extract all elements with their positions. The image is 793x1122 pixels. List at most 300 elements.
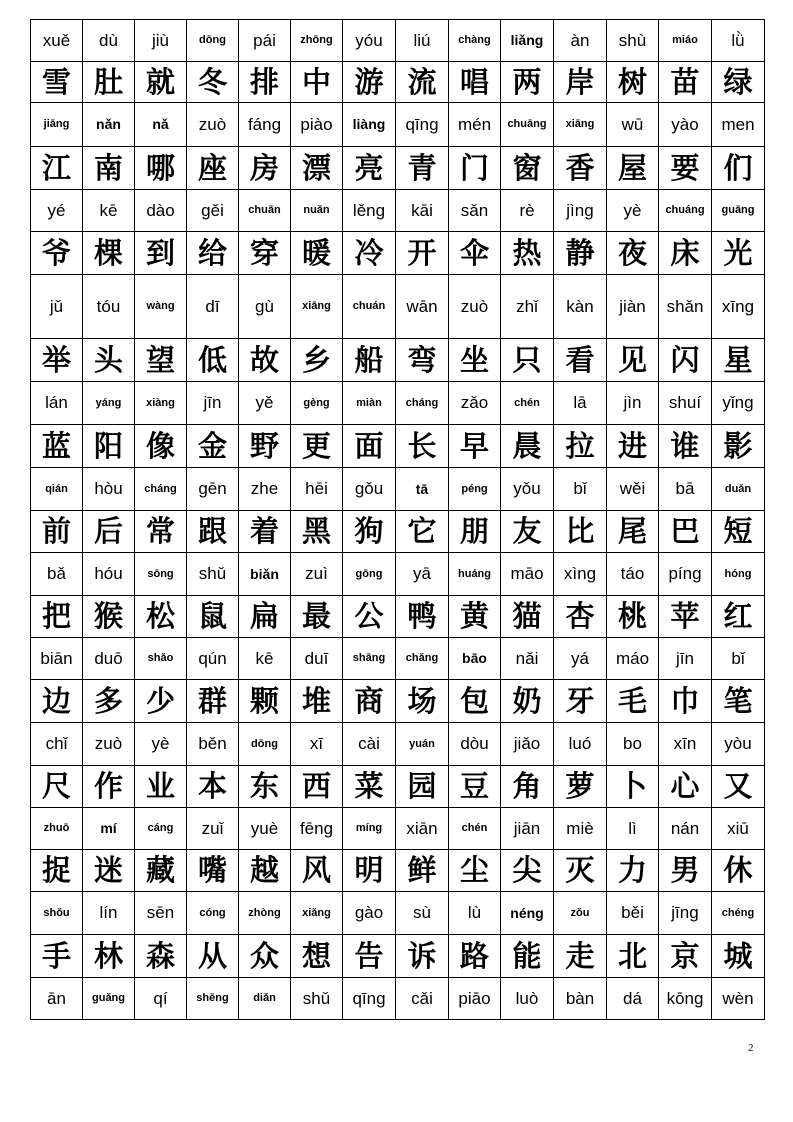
pinyin-cell: mén bbox=[449, 103, 501, 147]
pinyin-cell: liǎng bbox=[501, 20, 554, 62]
pinyin-cell: chǐ bbox=[31, 723, 83, 766]
character-cell: 又 bbox=[712, 766, 765, 808]
pinyin-cell: xiān bbox=[396, 808, 449, 850]
character-cell: 菜 bbox=[343, 766, 396, 808]
pinyin-cell: sù bbox=[396, 892, 449, 935]
pinyin-cell: fáng bbox=[239, 103, 291, 147]
pinyin-cell: lán bbox=[31, 382, 83, 425]
pinyin-cell: kē bbox=[239, 638, 291, 680]
character-cell: 森 bbox=[135, 935, 187, 978]
character-cell: 桃 bbox=[607, 596, 659, 638]
pinyin-cell: luò bbox=[501, 978, 554, 1020]
pinyin-cell: cài bbox=[343, 723, 396, 766]
character-cell: 后 bbox=[83, 511, 135, 553]
pinyin-cell: duō bbox=[83, 638, 135, 680]
character-cell: 举 bbox=[31, 339, 83, 382]
pinyin-row bbox=[31, 808, 765, 850]
character-cell: 房 bbox=[239, 147, 291, 190]
pinyin-cell: máo bbox=[607, 638, 659, 680]
pinyin-cell: bo bbox=[607, 723, 659, 766]
pinyin-cell: dá bbox=[607, 978, 659, 1020]
character-cell: 影 bbox=[712, 425, 765, 468]
character-cell: 短 bbox=[712, 511, 765, 553]
character-cell: 牙 bbox=[554, 680, 607, 723]
hanzi-row bbox=[31, 232, 765, 275]
pinyin-row bbox=[31, 553, 765, 596]
pinyin-cell: gù bbox=[239, 275, 291, 339]
pinyin-cell: wàng bbox=[135, 275, 187, 339]
pinyin-cell: táo bbox=[607, 553, 659, 596]
character-cell: 多 bbox=[83, 680, 135, 723]
character-cell: 跟 bbox=[187, 511, 239, 553]
pinyin-cell: dù bbox=[83, 20, 135, 62]
character-cell: 门 bbox=[449, 147, 501, 190]
character-cell: 冷 bbox=[343, 232, 396, 275]
character-cell: 像 bbox=[135, 425, 187, 468]
pinyin-cell: chuān bbox=[239, 190, 291, 232]
character-cell: 尺 bbox=[31, 766, 83, 808]
pinyin-cell: xiàng bbox=[135, 382, 187, 425]
pinyin-cell: yé bbox=[31, 190, 83, 232]
hanzi-row bbox=[31, 425, 765, 468]
pinyin-cell: ān bbox=[31, 978, 83, 1020]
pinyin-cell: jīn bbox=[187, 382, 239, 425]
pinyin-cell: chuán bbox=[343, 275, 396, 339]
pinyin-cell: shǒu bbox=[31, 892, 83, 935]
pinyin-cell: bāo bbox=[449, 638, 501, 680]
pinyin-cell: qīng bbox=[396, 103, 449, 147]
pinyin-cell: gěi bbox=[187, 190, 239, 232]
pinyin-cell: zuò bbox=[449, 275, 501, 339]
character-cell: 红 bbox=[712, 596, 765, 638]
character-cell: 见 bbox=[607, 339, 659, 382]
character-cell: 城 bbox=[712, 935, 765, 978]
pinyin-cell: míng bbox=[343, 808, 396, 850]
character-cell: 长 bbox=[396, 425, 449, 468]
character-cell: 树 bbox=[607, 62, 659, 103]
pinyin-cell: bǎ bbox=[31, 553, 83, 596]
pinyin-cell: sǎn bbox=[449, 190, 501, 232]
character-cell: 头 bbox=[83, 339, 135, 382]
character-cell: 灭 bbox=[554, 850, 607, 892]
character-cell: 作 bbox=[83, 766, 135, 808]
pinyin-cell: yǐng bbox=[712, 382, 765, 425]
character-cell: 看 bbox=[554, 339, 607, 382]
pinyin-cell: qí bbox=[135, 978, 187, 1020]
character-cell: 休 bbox=[712, 850, 765, 892]
character-cell: 流 bbox=[396, 62, 449, 103]
character-cell: 能 bbox=[501, 935, 554, 978]
pinyin-cell: yǒu bbox=[501, 468, 554, 511]
pinyin-cell: běi bbox=[607, 892, 659, 935]
pinyin-cell: yě bbox=[239, 382, 291, 425]
character-cell: 窗 bbox=[501, 147, 554, 190]
pinyin-cell: wū bbox=[607, 103, 659, 147]
character-cell: 卜 bbox=[607, 766, 659, 808]
character-cell: 东 bbox=[239, 766, 291, 808]
character-cell: 堆 bbox=[291, 680, 343, 723]
character-cell: 弯 bbox=[396, 339, 449, 382]
character-cell: 心 bbox=[659, 766, 712, 808]
character-cell: 苹 bbox=[659, 596, 712, 638]
pinyin-cell: jiàn bbox=[607, 275, 659, 339]
character-cell: 猫 bbox=[501, 596, 554, 638]
pinyin-cell: jiǎo bbox=[501, 723, 554, 766]
character-cell: 力 bbox=[607, 850, 659, 892]
pinyin-cell: yòu bbox=[712, 723, 765, 766]
pinyin-cell: sōng bbox=[135, 553, 187, 596]
pinyin-cell: duī bbox=[291, 638, 343, 680]
character-cell: 常 bbox=[135, 511, 187, 553]
pinyin-cell: shù bbox=[607, 20, 659, 62]
pinyin-row bbox=[31, 275, 765, 339]
pinyin-cell: gōng bbox=[343, 553, 396, 596]
pinyin-cell: jìn bbox=[607, 382, 659, 425]
pinyin-cell: kōng bbox=[659, 978, 712, 1020]
pinyin-cell: bǐ bbox=[554, 468, 607, 511]
pinyin-cell: pái bbox=[239, 20, 291, 62]
character-cell: 爷 bbox=[31, 232, 83, 275]
character-cell: 京 bbox=[659, 935, 712, 978]
character-cell: 捉 bbox=[31, 850, 83, 892]
character-cell: 鲜 bbox=[396, 850, 449, 892]
character-cell: 友 bbox=[501, 511, 554, 553]
character-cell: 给 bbox=[187, 232, 239, 275]
character-cell: 园 bbox=[396, 766, 449, 808]
pinyin-cell: lù bbox=[449, 892, 501, 935]
character-cell: 光 bbox=[712, 232, 765, 275]
pinyin-cell: zuǐ bbox=[187, 808, 239, 850]
character-cell: 毛 bbox=[607, 680, 659, 723]
character-cell: 黑 bbox=[291, 511, 343, 553]
pinyin-cell: shǔ bbox=[291, 978, 343, 1020]
character-cell: 坐 bbox=[449, 339, 501, 382]
pinyin-cell: sēn bbox=[135, 892, 187, 935]
pinyin-row bbox=[31, 103, 765, 147]
character-cell: 尘 bbox=[449, 850, 501, 892]
pinyin-cell: lín bbox=[83, 892, 135, 935]
pinyin-cell: dōng bbox=[239, 723, 291, 766]
pinyin-cell: lì bbox=[607, 808, 659, 850]
pinyin-cell: miáo bbox=[659, 20, 712, 62]
character-cell: 要 bbox=[659, 147, 712, 190]
character-cell: 伞 bbox=[449, 232, 501, 275]
character-cell: 早 bbox=[449, 425, 501, 468]
pinyin-cell: luó bbox=[554, 723, 607, 766]
pinyin-cell: lā bbox=[554, 382, 607, 425]
pinyin-cell: shǎn bbox=[659, 275, 712, 339]
pinyin-cell: dōng bbox=[187, 20, 239, 62]
character-cell: 星 bbox=[712, 339, 765, 382]
pinyin-cell: chén bbox=[501, 382, 554, 425]
character-cell: 本 bbox=[187, 766, 239, 808]
pinyin-cell: liú bbox=[396, 20, 449, 62]
pinyin-cell: dī bbox=[187, 275, 239, 339]
character-cell: 巴 bbox=[659, 511, 712, 553]
pinyin-cell: qún bbox=[187, 638, 239, 680]
pinyin-cell: rè bbox=[501, 190, 554, 232]
pinyin-cell: fēng bbox=[291, 808, 343, 850]
pinyin-cell: xiāng bbox=[554, 103, 607, 147]
pinyin-cell: dào bbox=[135, 190, 187, 232]
character-cell: 低 bbox=[187, 339, 239, 382]
pinyin-cell: bàn bbox=[554, 978, 607, 1020]
character-cell: 望 bbox=[135, 339, 187, 382]
hanzi-row bbox=[31, 766, 765, 808]
character-cell: 热 bbox=[501, 232, 554, 275]
character-cell: 前 bbox=[31, 511, 83, 553]
pinyin-cell: wèn bbox=[712, 978, 765, 1020]
pinyin-cell: xiǎng bbox=[291, 892, 343, 935]
character-cell: 座 bbox=[187, 147, 239, 190]
character-cell: 走 bbox=[554, 935, 607, 978]
character-cell: 鸭 bbox=[396, 596, 449, 638]
pinyin-cell: shǔ bbox=[187, 553, 239, 596]
character-cell: 边 bbox=[31, 680, 83, 723]
pinyin-cell: wān bbox=[396, 275, 449, 339]
character-cell: 蓝 bbox=[31, 425, 83, 468]
pinyin-cell: xīng bbox=[712, 275, 765, 339]
pinyin-cell: duǎn bbox=[712, 468, 765, 511]
pinyin-cell: lěng bbox=[343, 190, 396, 232]
pinyin-row bbox=[31, 638, 765, 680]
pinyin-cell: piào bbox=[291, 103, 343, 147]
pinyin-cell: zuì bbox=[291, 553, 343, 596]
pinyin-cell: zuò bbox=[187, 103, 239, 147]
character-cell: 乡 bbox=[291, 339, 343, 382]
character-cell: 游 bbox=[343, 62, 396, 103]
pinyin-cell: qīng bbox=[343, 978, 396, 1020]
character-cell: 香 bbox=[554, 147, 607, 190]
pinyin-cell: jiù bbox=[135, 20, 187, 62]
pinyin-cell: māo bbox=[501, 553, 554, 596]
pinyin-cell: àn bbox=[554, 20, 607, 62]
pinyin-cell: shāng bbox=[343, 638, 396, 680]
pinyin-cell: néng bbox=[501, 892, 554, 935]
hanzi-row bbox=[31, 850, 765, 892]
character-cell: 想 bbox=[291, 935, 343, 978]
character-cell: 最 bbox=[291, 596, 343, 638]
pinyin-cell: zhōng bbox=[291, 20, 343, 62]
character-cell: 亮 bbox=[343, 147, 396, 190]
pinyin-cell: péng bbox=[449, 468, 501, 511]
character-cell: 群 bbox=[187, 680, 239, 723]
character-cell: 谁 bbox=[659, 425, 712, 468]
pinyin-cell: chàng bbox=[449, 20, 501, 62]
character-cell: 比 bbox=[554, 511, 607, 553]
character-cell: 松 bbox=[135, 596, 187, 638]
character-cell: 更 bbox=[291, 425, 343, 468]
pinyin-cell: nán bbox=[659, 808, 712, 850]
pinyin-cell: zhe bbox=[239, 468, 291, 511]
character-cell: 屋 bbox=[607, 147, 659, 190]
character-cell: 闪 bbox=[659, 339, 712, 382]
pinyin-cell: jīng bbox=[659, 892, 712, 935]
pinyin-cell: wěi bbox=[607, 468, 659, 511]
character-cell: 两 bbox=[501, 62, 554, 103]
pinyin-cell: cóng bbox=[187, 892, 239, 935]
pinyin-row bbox=[31, 382, 765, 425]
pinyin-cell: kāi bbox=[396, 190, 449, 232]
character-cell: 奶 bbox=[501, 680, 554, 723]
character-cell: 风 bbox=[291, 850, 343, 892]
pinyin-cell: guāng bbox=[712, 190, 765, 232]
pinyin-cell: chén bbox=[449, 808, 501, 850]
character-cell: 故 bbox=[239, 339, 291, 382]
pinyin-cell: gēn bbox=[187, 468, 239, 511]
pinyin-cell: zuò bbox=[83, 723, 135, 766]
hanzi-row bbox=[31, 147, 765, 190]
character-cell: 它 bbox=[396, 511, 449, 553]
character-cell: 冬 bbox=[187, 62, 239, 103]
pinyin-cell: biǎn bbox=[239, 553, 291, 596]
character-cell: 中 bbox=[291, 62, 343, 103]
pinyin-cell: chuāng bbox=[501, 103, 554, 147]
character-cell: 公 bbox=[343, 596, 396, 638]
pinyin-cell: xìng bbox=[554, 553, 607, 596]
pinyin-cell: cháng bbox=[135, 468, 187, 511]
pinyin-cell: cháng bbox=[396, 382, 449, 425]
pinyin-cell: chuáng bbox=[659, 190, 712, 232]
character-cell: 苗 bbox=[659, 62, 712, 103]
character-cell: 阳 bbox=[83, 425, 135, 468]
pinyin-cell: yè bbox=[607, 190, 659, 232]
character-cell: 只 bbox=[501, 339, 554, 382]
character-cell: 到 bbox=[135, 232, 187, 275]
hanzi-row bbox=[31, 339, 765, 382]
character-cell: 漂 bbox=[291, 147, 343, 190]
character-cell: 夜 bbox=[607, 232, 659, 275]
character-cell: 晨 bbox=[501, 425, 554, 468]
pinyin-cell: zǒu bbox=[554, 892, 607, 935]
pinyin-cell: xīn bbox=[659, 723, 712, 766]
hanzi-row bbox=[31, 511, 765, 553]
pinyin-cell: cáng bbox=[135, 808, 187, 850]
character-cell: 江 bbox=[31, 147, 83, 190]
pinyin-cell: men bbox=[712, 103, 765, 147]
character-cell: 越 bbox=[239, 850, 291, 892]
character-cell: 静 bbox=[554, 232, 607, 275]
hanzi-row bbox=[31, 935, 765, 978]
character-cell: 萝 bbox=[554, 766, 607, 808]
character-cell: 哪 bbox=[135, 147, 187, 190]
character-cell: 进 bbox=[607, 425, 659, 468]
pinyin-cell: chéng bbox=[712, 892, 765, 935]
pinyin-cell: yóu bbox=[343, 20, 396, 62]
character-cell: 青 bbox=[396, 147, 449, 190]
pinyin-cell: jìng bbox=[554, 190, 607, 232]
character-cell: 林 bbox=[83, 935, 135, 978]
character-cell: 绿 bbox=[712, 62, 765, 103]
character-cell: 明 bbox=[343, 850, 396, 892]
pinyin-row bbox=[31, 723, 765, 766]
pinyin-cell: dòu bbox=[449, 723, 501, 766]
pinyin-cell: xiū bbox=[712, 808, 765, 850]
character-cell: 开 bbox=[396, 232, 449, 275]
character-cell: 尖 bbox=[501, 850, 554, 892]
pinyin-cell: yuè bbox=[239, 808, 291, 850]
character-cell: 尾 bbox=[607, 511, 659, 553]
pinyin-cell: yuán bbox=[396, 723, 449, 766]
character-cell: 拉 bbox=[554, 425, 607, 468]
character-cell: 们 bbox=[712, 147, 765, 190]
pinyin-cell: jiāng bbox=[31, 103, 83, 147]
character-cell: 床 bbox=[659, 232, 712, 275]
pinyin-cell: yá bbox=[554, 638, 607, 680]
character-cell: 唱 bbox=[449, 62, 501, 103]
pinyin-cell: huáng bbox=[449, 553, 501, 596]
character-cell: 嘴 bbox=[187, 850, 239, 892]
pinyin-cell: xī bbox=[291, 723, 343, 766]
character-cell: 鼠 bbox=[187, 596, 239, 638]
pinyin-cell: bǐ bbox=[712, 638, 765, 680]
character-cell: 南 bbox=[83, 147, 135, 190]
character-cell: 杏 bbox=[554, 596, 607, 638]
character-cell: 棵 bbox=[83, 232, 135, 275]
pinyin-cell: qián bbox=[31, 468, 83, 511]
pinyin-cell: kē bbox=[83, 190, 135, 232]
pinyin-cell: xiāng bbox=[291, 275, 343, 339]
character-cell: 众 bbox=[239, 935, 291, 978]
pinyin-cell: xuě bbox=[31, 20, 83, 62]
character-cell: 商 bbox=[343, 680, 396, 723]
pinyin-cell: hòu bbox=[83, 468, 135, 511]
character-cell: 从 bbox=[187, 935, 239, 978]
character-cell: 业 bbox=[135, 766, 187, 808]
character-cell: 把 bbox=[31, 596, 83, 638]
pinyin-cell: zhuō bbox=[31, 808, 83, 850]
pinyin-cell: shǎo bbox=[135, 638, 187, 680]
pinyin-cell: jǔ bbox=[31, 275, 83, 339]
character-cell: 巾 bbox=[659, 680, 712, 723]
pinyin-cell: kàn bbox=[554, 275, 607, 339]
character-cell: 暖 bbox=[291, 232, 343, 275]
pinyin-cell: shuí bbox=[659, 382, 712, 425]
character-cell: 告 bbox=[343, 935, 396, 978]
pinyin-cell: yào bbox=[659, 103, 712, 147]
character-cell: 路 bbox=[449, 935, 501, 978]
character-cell: 野 bbox=[239, 425, 291, 468]
pinyin-cell: hóu bbox=[83, 553, 135, 596]
character-cell: 诉 bbox=[396, 935, 449, 978]
pinyin-cell: zǎo bbox=[449, 382, 501, 425]
character-cell: 北 bbox=[607, 935, 659, 978]
pinyin-cell: nǎn bbox=[83, 103, 135, 147]
pinyin-cell: tā bbox=[396, 468, 449, 511]
pinyin-cell: shēng bbox=[187, 978, 239, 1020]
pinyin-cell: jīn bbox=[659, 638, 712, 680]
pinyin-cell: nuǎn bbox=[291, 190, 343, 232]
hanzi-row bbox=[31, 62, 765, 103]
character-cell: 男 bbox=[659, 850, 712, 892]
pinyin-cell: yè bbox=[135, 723, 187, 766]
character-cell: 迷 bbox=[83, 850, 135, 892]
character-cell: 黄 bbox=[449, 596, 501, 638]
character-cell: 豆 bbox=[449, 766, 501, 808]
pinyin-cell: mí bbox=[83, 808, 135, 850]
character-cell: 藏 bbox=[135, 850, 187, 892]
pinyin-row bbox=[31, 20, 765, 62]
character-cell: 狗 bbox=[343, 511, 396, 553]
pinyin-cell: miàn bbox=[343, 382, 396, 425]
pinyin-row bbox=[31, 892, 765, 935]
character-cell: 场 bbox=[396, 680, 449, 723]
character-cell: 雪 bbox=[31, 62, 83, 103]
pinyin-row bbox=[31, 978, 765, 1020]
pinyin-cell: jiān bbox=[501, 808, 554, 850]
character-cell: 面 bbox=[343, 425, 396, 468]
pinyin-cell: lǜ bbox=[712, 20, 765, 62]
